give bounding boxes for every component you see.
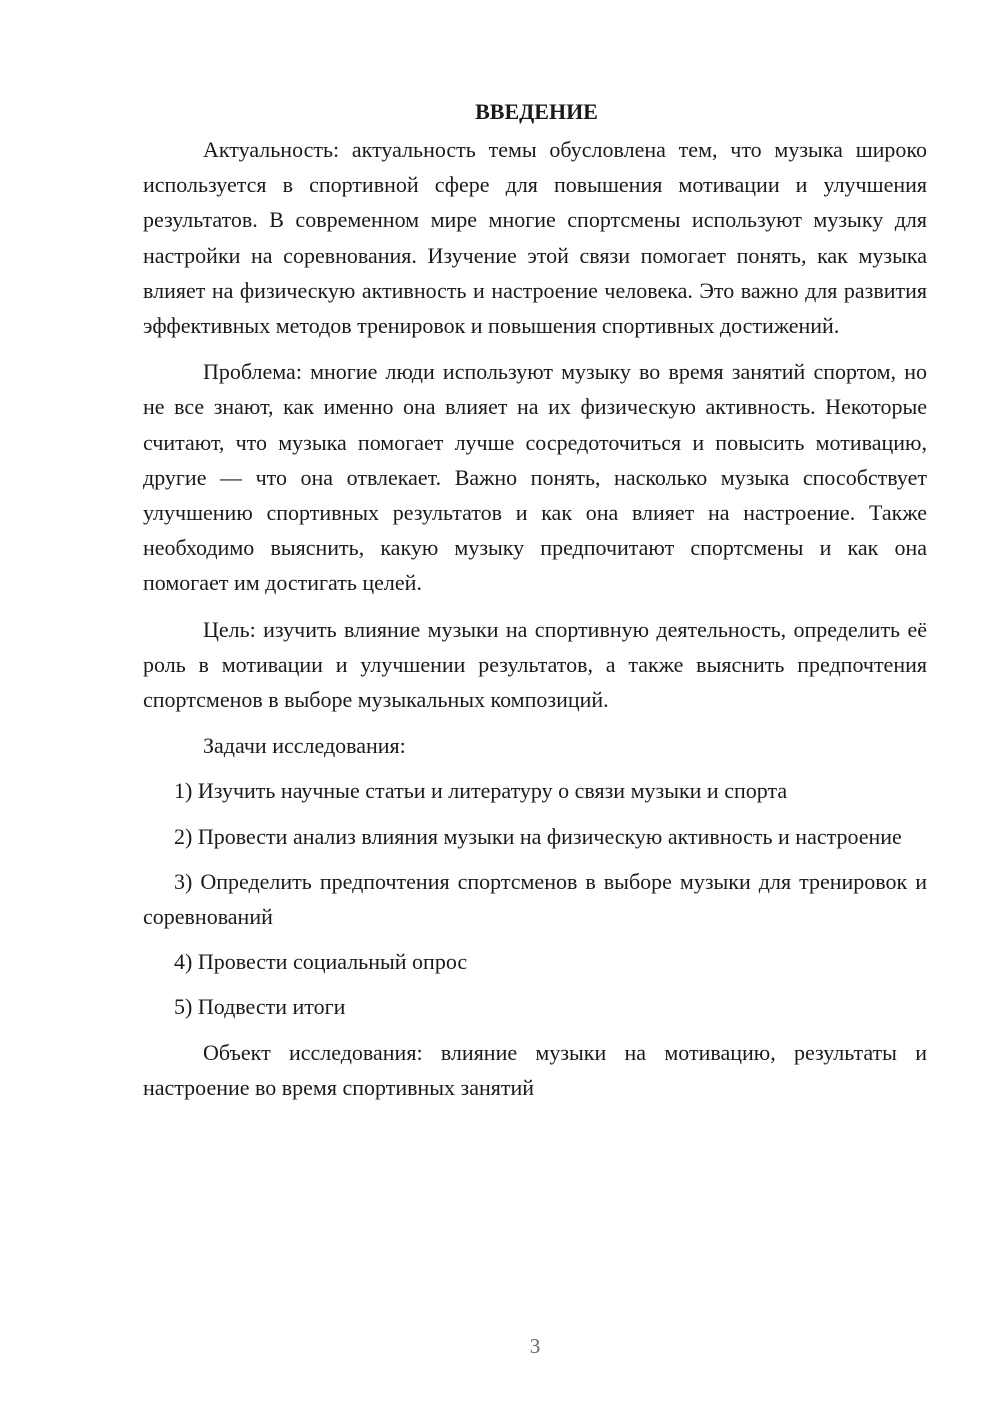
tasks-heading: Задачи исследования: [203, 733, 406, 759]
problem-paragraph: Проблема: многие люди используют музыку во время занятий спортом, но не все знают, как именно она влияет на их физическую активность. Некоторые считают, что музыка помогает лучше сосредоточиться и повысить мотивацию, другие — что она отвлекает. Важно понять, насколько музыка способствует улучшению спортивных результатов и как она влияет на настроение. Также необходимо выяснить, какую музыку предпочитают спортсмены и как она помогает им достигать целей. [143, 359, 927, 596]
object-paragraph: Объект исследования: влияние музыки на мотивацию, результаты и настроение во время спортивных занятий [143, 1039, 927, 1100]
task-item-3: 3) Определить предпочтения спортсменов в выборе музыки для тренировок и соревнований [143, 868, 927, 930]
task-item-2: 2) Провести анализ влияния музыки на физическую активность и настроение [174, 823, 902, 849]
page-content [143, 94, 927, 1116]
relevance-paragraph: Актуальность: актуальность темы обусловлена тем, что музыка широко используется в спортивной сфере для повышения мотивации и улучшения результатов. В современном мире многие спортсмены используют музыку для настройки на соревнования. Изучение этой связи помогает понять, как музыка влияет на физическую активность и настроение человека. Это важно для развития эффективных методов тренировок и повышения спортивных достижений. [143, 137, 927, 339]
goal-paragraph: Цель: изучить влияние музыки на спортивную деятельность, определить её роль в мотивации и улучшении результатов, а также выяснить предпочтения спортсменов в выборе музыкальных композиций. [143, 616, 927, 713]
task-item-4: 4) Провести социальный опрос [174, 949, 468, 975]
task-item-5: 5) Подвести итоги [174, 994, 346, 1020]
task-item-1: 1) Изучить научные статьи и литературу о связи музыки и спорта [174, 778, 788, 804]
page-title: ВВЕДЕНИЕ [475, 99, 598, 124]
page-number: 3 [529, 1334, 541, 1358]
